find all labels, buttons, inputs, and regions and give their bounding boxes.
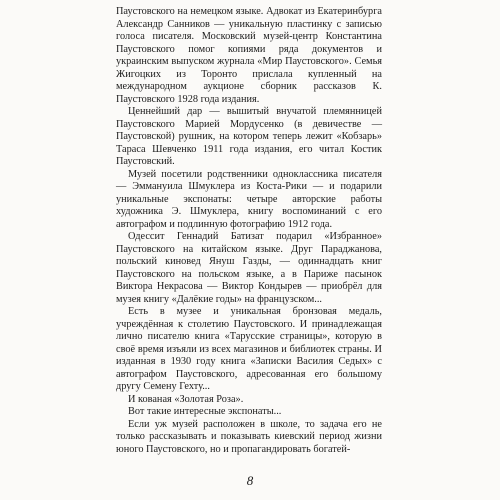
paragraph-7: Вот такие интересные экспонаты... (128, 406, 282, 417)
paragraph-6: И кованая «Золотая Роза». (128, 393, 244, 405)
paragraph-2: Ценнейший дар — вышитый внучатой племянницей Паустовского Марией Мордусенко (в девичестве — Паустовской) рушник, на котором теперь лежит «Кобзарь» Тараса Шевченко 1911 года издания, его читал Костик Паустовский. (116, 106, 382, 167)
paragraph-4: Одессит Геннадий Батизат подарил «Избранное» Паустовского на китайском языке. Друг Параджанова, польский киновед Януш Газды, — одиннадцать книг Паустовского на польском языке, а в Париже пасынок Виктора Некрасова — Виктор Кондырев — приобрёл для музея книгу «Далёкие годы» на французском... (116, 231, 382, 305)
body-text (116, 6, 382, 456)
paragraph-8: Если уж музей расположен в школе, то задача его не только рассказывать и показывать киевский период жизни юного Паустовского, но и пропагандировать богатей- (116, 418, 382, 455)
paragraph-1: Паустовского на немецком языке. Адвокат из Екатеринбурга Александр Санников — уникальную пластинку с записью голоса писателя. Московский музей-центр Константина Паустовского помог копиями ряда документов и украинским выпуском журнала «Мир Паустовского». Семья Жигоцких из Торонто прислала купленный на международном аукционе сборник рассказов К. Паустовского 1928 года издания. (116, 6, 382, 105)
paragraph-3: Музей посетили родственники одноклассника писателя — Эммануила Шмуклера из Коста-Рики — и подарили уникальные экспонаты: четыре авторские работы художника Э. Шмуклера, книгу воспоминаний с его автографом и подлинную фотографию 1912 года. (116, 168, 382, 230)
page-number: 8 (246, 473, 254, 488)
paragraph-5: Есть в музее и уникальная бронзовая медаль, учреждённая к столетию Паустовского. И принадлежащая лично писателю книга «Тарусские страницы», которую в своё время изъяли из всех магазинов и библиотек страны. И изданная в 1930 году книга «Записки Василия Седых» с автографом Паустовского, адресованная его большому другу Семену Гехту... (116, 306, 382, 392)
